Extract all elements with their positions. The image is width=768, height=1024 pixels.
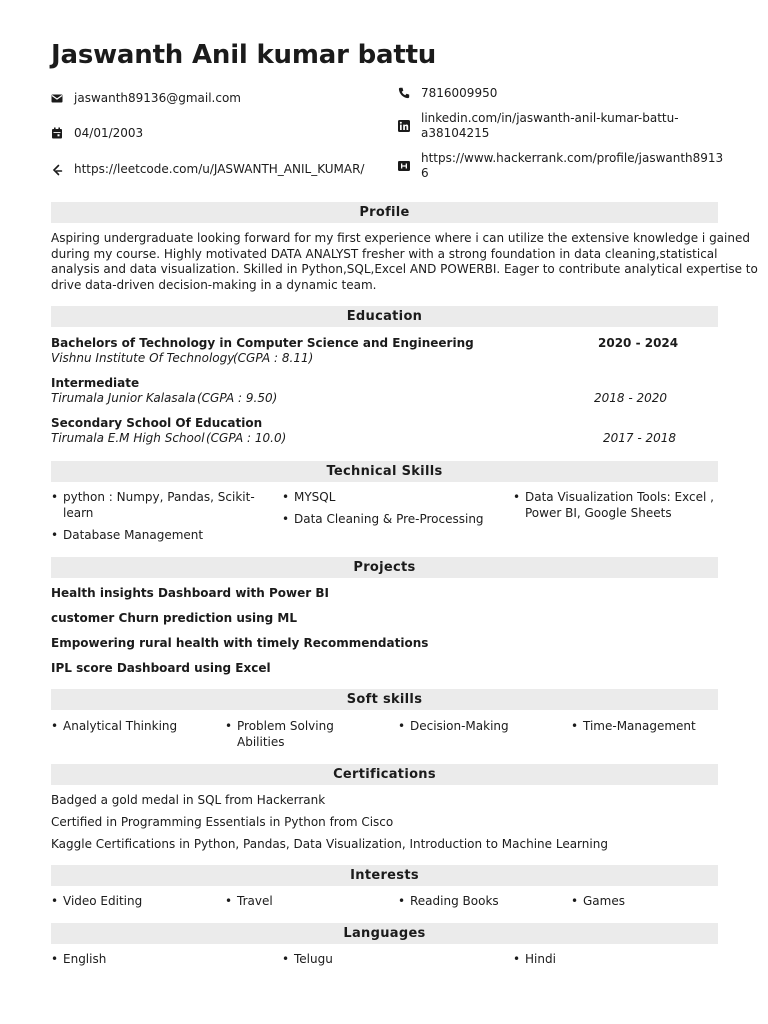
envelope-icon [51, 93, 63, 105]
skill-item: • Data Cleaning & Pre-Processing [282, 512, 484, 528]
skill-line: • Data Visualization Tools: Excel , [525, 490, 714, 504]
linkedin-contact [398, 111, 718, 143]
projects-heading: Projects [51, 557, 718, 578]
soft-skill-line: • Problem Solving [237, 719, 334, 733]
profile-line: analysis and data visualization. Skilled in Python,SQL,Excel AND POWERBI. Eager to contribute analytical expertise to [51, 262, 758, 276]
skill-item [513, 490, 714, 521]
education-school: Tirumala Junior Kalasala [51, 391, 196, 405]
skill-line: Power BI, Google Sheets [525, 505, 672, 520]
skill-item: • Database Management [51, 528, 203, 544]
linkedin-icon [398, 120, 410, 132]
certification-item: Badged a gold medal in SQL from Hackerrank [51, 793, 326, 807]
education-years: 2018 - 2020 [594, 391, 668, 405]
profile-line: Aspiring undergraduate looking forward for my first experience where i can utilize the extensive knowledge i gained [51, 231, 750, 245]
linkedin-link-line1[interactable]: linkedin.com/in/jaswanth-anil-kumar-battu- [421, 111, 679, 125]
profile-summary [51, 231, 758, 293]
soft-skills-heading: Soft skills [51, 689, 718, 710]
phone-icon [398, 87, 410, 99]
language-item: • English [51, 952, 106, 968]
hackerrank-link-line2[interactable]: 6 [421, 166, 429, 180]
candidate-name: Jaswanth Anil kumar battu [51, 40, 437, 70]
skill-item [51, 490, 255, 521]
education-degree: Intermediate [51, 376, 140, 390]
profile-line: drive data-driven decision-making in a dynamic team. [51, 277, 377, 292]
skill-item: • MYSQL [282, 490, 335, 506]
certifications-heading: Certifications [51, 764, 718, 785]
skills-heading: Technical Skills [51, 461, 718, 482]
education-years: 2017 - 2018 [603, 431, 677, 445]
soft-skill-item [225, 719, 334, 750]
language-item: • Hindi [513, 952, 556, 968]
soft-skill-item: • Time-Management [571, 719, 696, 735]
education-degree: Bachelors of Technology in Computer Science and Engineering [51, 336, 474, 350]
email-link[interactable]: jaswanth89136@gmail.com [74, 91, 241, 105]
soft-skill-item: • Analytical Thinking [51, 719, 177, 735]
email-contact [51, 91, 381, 106]
education-years: 2020 - 2024 [598, 336, 679, 350]
profile-line: during my course. Highly motivated DATA ANALYST fresher with a strong foundation in data cleaning,statistical [51, 246, 718, 261]
education-degree: Secondary School Of Education [51, 416, 263, 430]
education-score: (CGPA : 9.50) [197, 391, 278, 405]
project-item: Health insights Dashboard with Power BI [51, 586, 329, 600]
calendar-icon [51, 127, 63, 139]
interest-item: • Reading Books [398, 894, 499, 910]
hackerrank-icon [398, 160, 410, 172]
language-item: • Telugu [282, 952, 333, 968]
linkedin-link-line2[interactable]: a38104215 [421, 126, 490, 140]
dob-text: 04/01/2003 [74, 126, 144, 140]
interests-heading: Interests [51, 865, 718, 886]
education-heading: Education [51, 306, 718, 327]
hackerrank-link-line1[interactable]: https://www.hackerrank.com/profile/jaswanth8913 [421, 151, 724, 165]
profile-heading: Profile [51, 202, 718, 223]
phone-text: 7816009950 [421, 86, 498, 100]
skill-line: learn [63, 505, 94, 520]
interest-item: • Games [571, 894, 625, 910]
education-score: (CGPA : 10.0) [206, 431, 287, 445]
certification-item: Kaggle Certifications in Python, Pandas, Data Visualization, Introduction to Machine Learning [51, 837, 608, 851]
phone-contact [398, 86, 718, 101]
soft-skill-line: Abilities [237, 734, 285, 749]
soft-skill-item: • Decision-Making [398, 719, 509, 735]
hackerrank-contact [398, 151, 724, 183]
project-item: customer Churn prediction using ML [51, 611, 298, 625]
leetcode-icon [51, 164, 63, 176]
education-score: (CGPA : 8.11) [233, 351, 314, 365]
skill-line: • python : Numpy, Pandas, Scikit- [63, 490, 255, 504]
dob-contact [51, 126, 381, 141]
interest-item: • Travel [225, 894, 273, 910]
project-item: Empowering rural health with timely Recommendations [51, 636, 429, 650]
certification-item: Certified in Programming Essentials in Python from Cisco [51, 815, 394, 829]
project-item: IPL score Dashboard using Excel [51, 661, 271, 675]
languages-heading: Languages [51, 923, 718, 944]
leetcode-contact [51, 162, 381, 177]
education-school: Vishnu Institute Of Technology [51, 351, 235, 365]
education-school: Tirumala E.M High School [51, 431, 205, 445]
interest-item: • Video Editing [51, 894, 142, 910]
leetcode-link[interactable]: https://leetcode.com/u/JASWANTH_ANIL_KUMAR/ [74, 162, 365, 176]
